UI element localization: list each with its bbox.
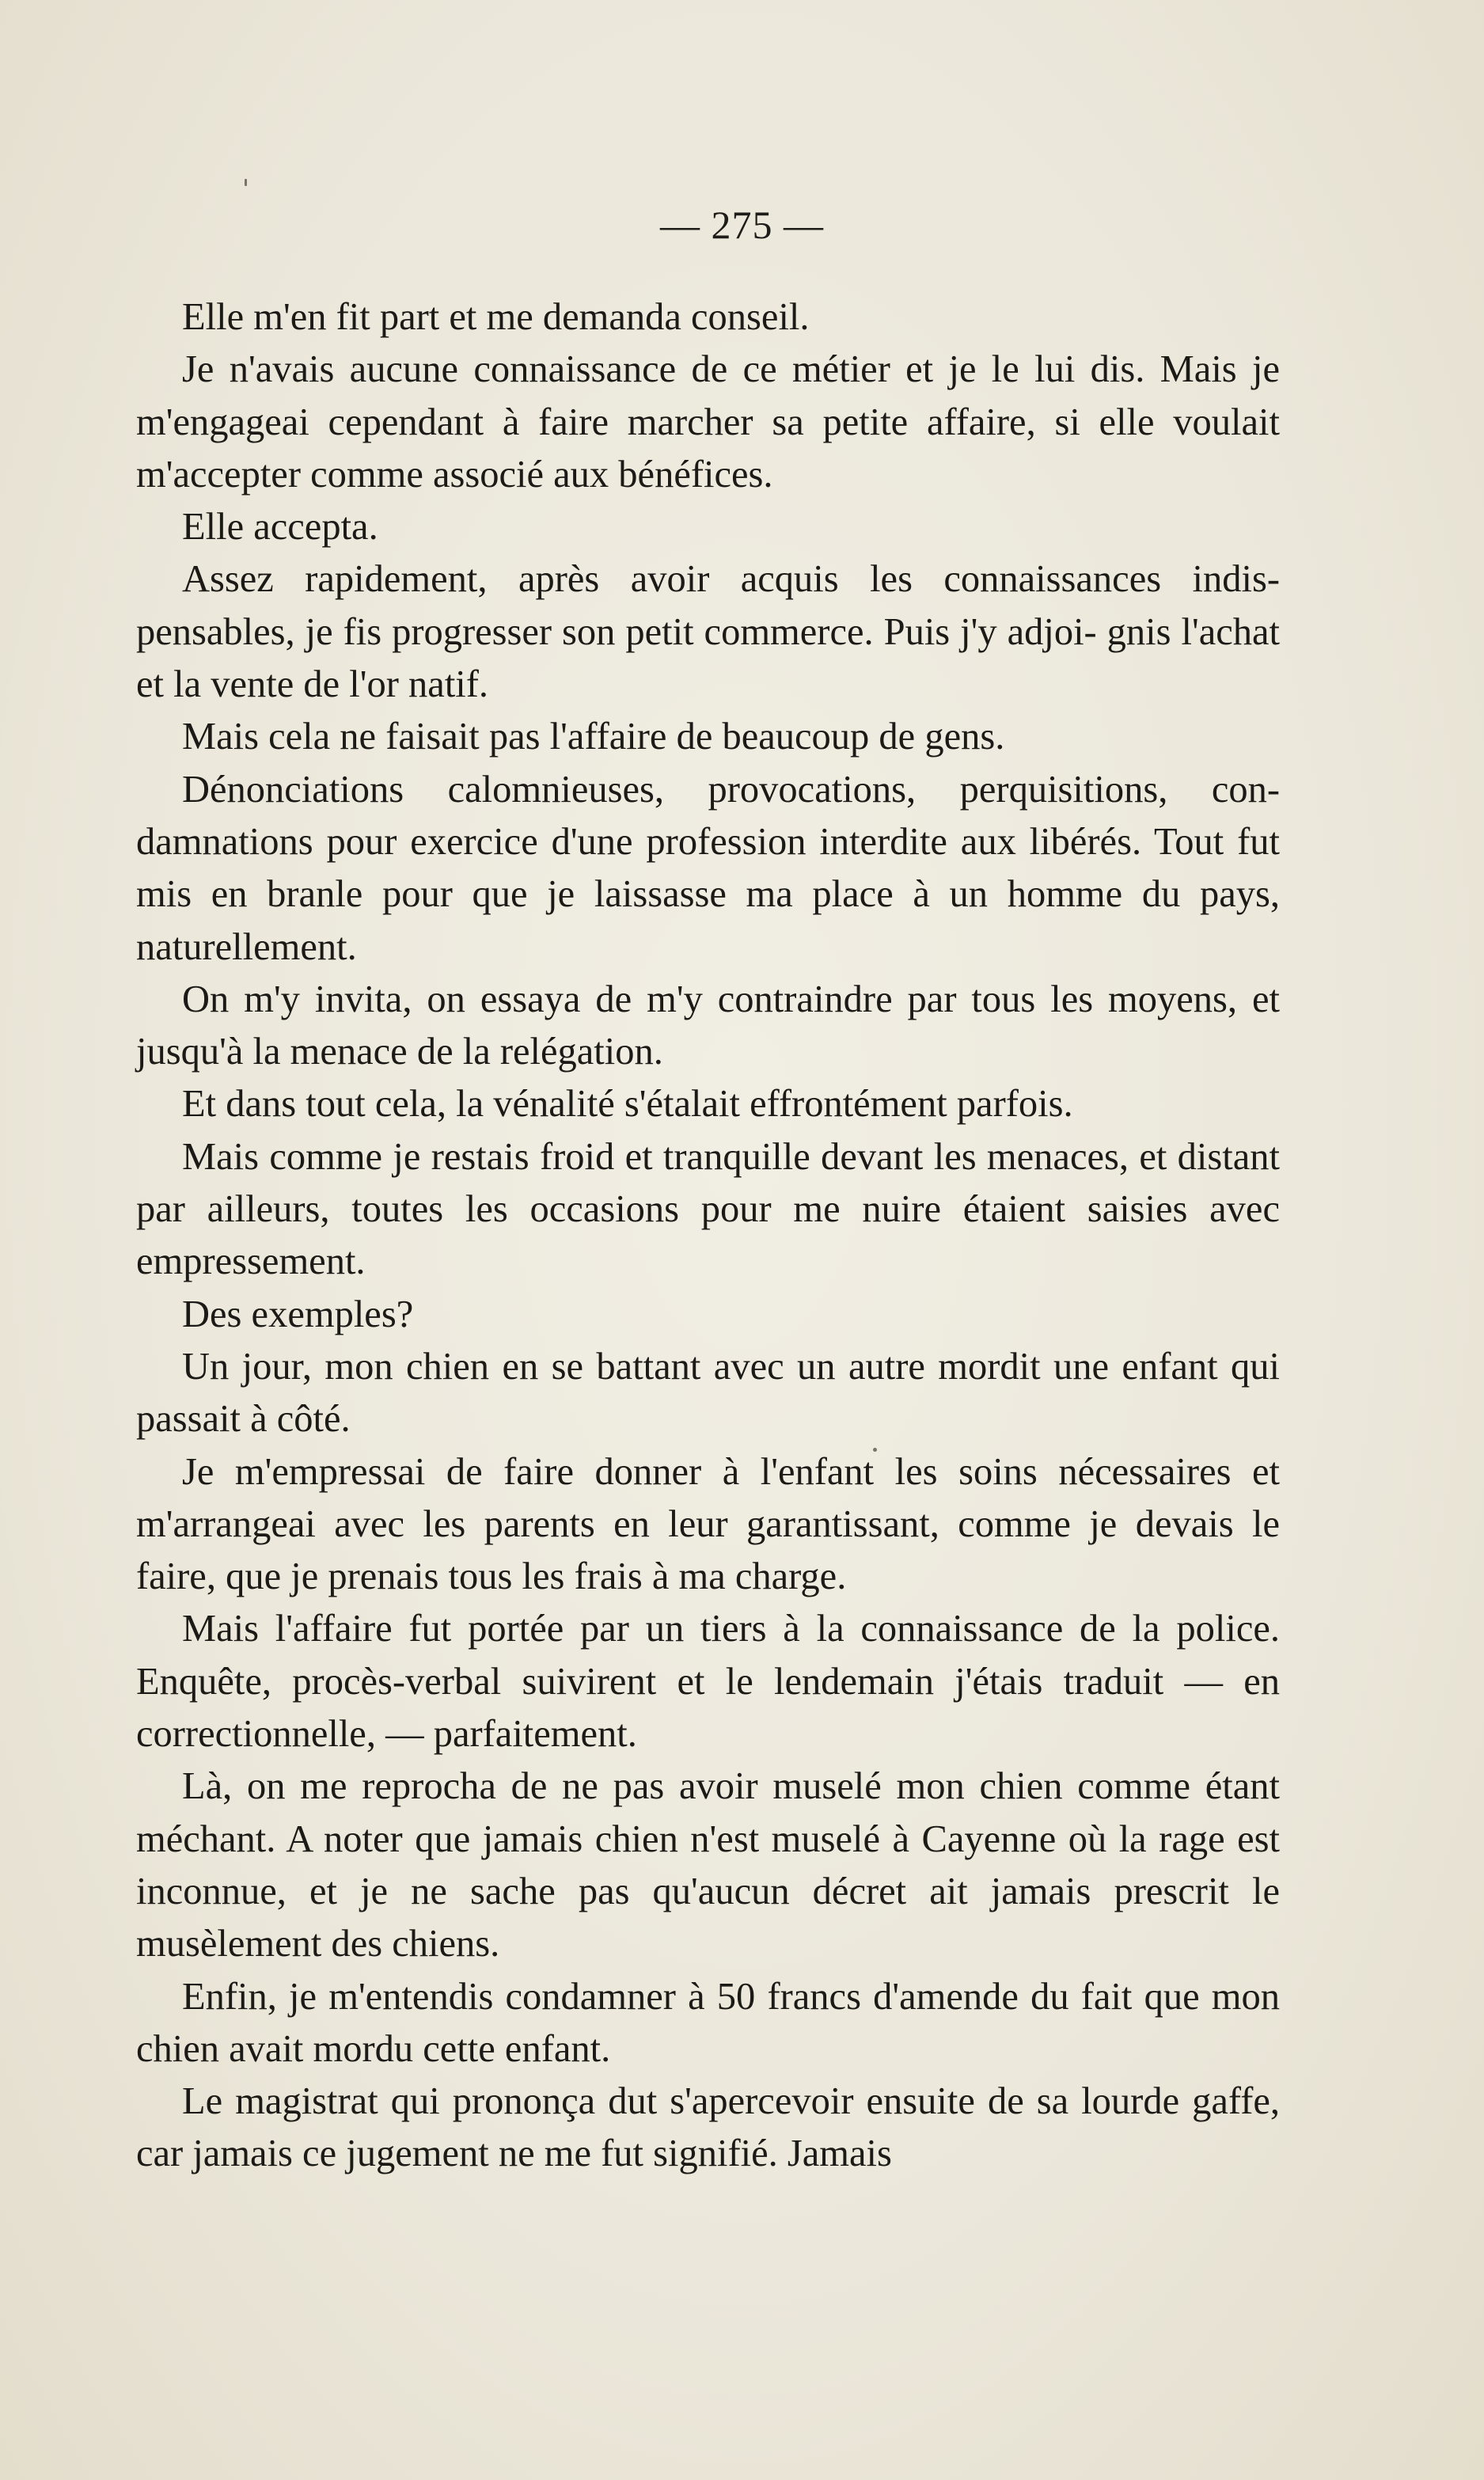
paragraph: Enfin, je m'entendis condamner à 50 francs d'amende du fait que mon chien avait mordu cette enfant.	[136, 1975, 1280, 2070]
paragraph: Et dans tout cela, la vénalité s'étalait effrontément parfois.	[182, 1083, 1073, 1126]
paragraph: Assez rapidement, après avoir acquis les connaissances indis- pensables, je fis progresser son petit commerce. Puis j'y adjoi- gnis l'achat et la vente de l'or natif.	[136, 558, 1280, 706]
page-number: — 275 —	[660, 203, 824, 247]
paragraph: Un jour, mon chien en se battant avec un autre mordit une enfant qui passait à côté.	[136, 1345, 1280, 1441]
paragraph: On m'y invita, on essaya de m'y contraindre par tous les moyens, et jusqu'à la menace de la relégation.	[136, 978, 1280, 1073]
paragraph: Là, on me reprocha de ne pas avoir muselé mon chien comme étant méchant. A noter que jamais chien n'est muselé à Cayenne où la rage est inconnue, et je ne sache pas qu'aucun décret ait jamais prescrit le musèlement des chiens.	[136, 1765, 1280, 1965]
paragraph: Elle m'en fit part et me demanda conseil.	[182, 296, 810, 338]
page-body	[136, 291, 1280, 2181]
paper-speck	[245, 179, 247, 186]
paragraph: Mais l'affaire fut portée par un tiers à la connaissance de la police. Enquête, procès-verbal suivirent et le lendemain j'étais traduit — en correctionnelle, — parfaitement.	[136, 1608, 1280, 1756]
paragraph: Mais comme je restais froid et tranquille devant les menaces, et distant par ailleurs, toutes les occasions pour me nuire étaient saisies avec empressement.	[136, 1135, 1280, 1283]
paragraph: Je n'avais aucune connaissance de ce métier et je le lui dis. Mais je m'engageai cependant à faire marcher sa petite affaire, si elle voulait m'accepter comme associé aux bénéfices.	[136, 348, 1280, 496]
paragraph: Je m'empressai de faire donner à l'enfant les soins nécessaires et m'arrangeai avec les parents en leur garantissant, comme je devais le faire, que je prenais tous les frais à ma charge.	[136, 1450, 1280, 1598]
paragraph: Le magistrat qui prononça dut s'apercevoir ensuite de sa lourde gaffe, car jamais ce jugement ne me fut signifié. Jamais	[136, 2080, 1280, 2175]
paragraph: Elle accepta.	[182, 506, 378, 549]
paragraph: Mais cela ne faisait pas l'affaire de beaucoup de gens.	[182, 716, 1005, 758]
paragraph: Dénonciations calomnieuses, provocations, perquisitions, con- damnations pour exercice d'une profession interdite aux libérés. Tout fut mis en branle pour que je laissasse ma place à un homme du pays, naturellement.	[136, 768, 1280, 968]
paragraph: Des exemples?	[182, 1293, 414, 1335]
